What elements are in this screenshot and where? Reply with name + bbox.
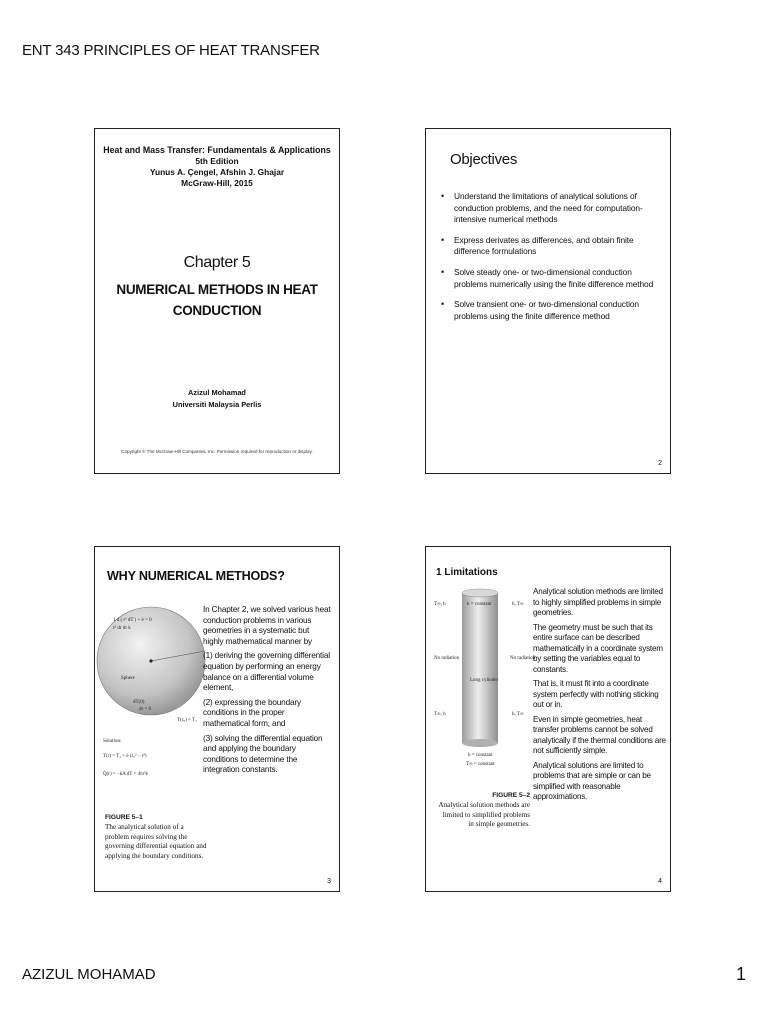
objectives-list (440, 191, 656, 331)
presenter-university: Universiti Malaysia Perlis (172, 400, 262, 409)
body-paragraph: That is, it must fit into a coordinate system perfectly with nothing sticking out or in. (533, 679, 659, 709)
footer-author: AZIZUL MOHAMAD (22, 966, 156, 983)
body-paragraph: The geometry must be such that its entire surface can be described mathematically in a coordinate system by setting the variables equal to constants. (533, 622, 663, 674)
body-paragraph: Analytical solution methods are limited to highly simplified problems in simple geometries. (533, 587, 663, 617)
body-paragraph: Analytical solutions are limited to problems that are simple or can be simplified with reasonable approximations. (533, 760, 651, 801)
copyright-notice: Copyright © The McGraw-Hill Companies, Inc. Permission required for reproduction or display. (121, 449, 313, 454)
chapter-number: Chapter 5 (183, 254, 251, 271)
fig-label-tinf-h-bl: T∞, h (434, 712, 446, 717)
fig-label-no-radiation-left: No radiation (434, 656, 460, 661)
objective-item: • Understand the limitations of analytical solutions of conduction problems, and the need for computation-intensive numerical methods (440, 191, 656, 226)
presenter-name: Azizul Mohamad (188, 388, 246, 397)
body-paragraph: (3) solving the differential equation and applying the boundary conditions to determine the integration constants. (203, 733, 323, 775)
book-info (95, 145, 339, 189)
presenter-info (95, 387, 339, 411)
slide-body (203, 605, 331, 780)
fig-label-long-cylinder: Long cylinder (470, 678, 499, 683)
fig-label-no-radiation-right: No radiation (510, 656, 536, 661)
figure-caption (436, 791, 530, 830)
slide-objectives (425, 128, 671, 474)
objective-item: • Solve steady one- or two-dimensional conduction problems numerically using the finite difference method (440, 267, 656, 290)
body-paragraph: Even in simple geometries, heat transfer problems cannot be solved analytically if the thermal conditions are not sufficiently simple. (533, 714, 666, 755)
slide-limitations (425, 546, 671, 892)
book-edition: 5th Edition (195, 156, 239, 166)
slide-title-text: WHY NUMERICAL METHODS? (107, 569, 285, 583)
body-paragraph: (2) expressing the boundary conditions in the proper mathematical form, and (203, 697, 301, 728)
svg-text:dr = 0: dr = 0 (139, 707, 151, 712)
page-number: 1 (735, 964, 746, 984)
slide-title-text: Objectives (450, 151, 518, 168)
solution-label: Solution: (103, 739, 122, 744)
fig-label-h-const: h = constant (468, 753, 493, 758)
course-header: ENT 343 PRINCIPLES OF HEAT TRANSFER (22, 42, 320, 59)
chapter-title: NUMERICAL METHODS IN HEAT CONDUCTION (116, 282, 318, 318)
book-publisher: McGraw-Hill, 2015 (181, 178, 253, 188)
figure-label: FIGURE 5–1 (105, 814, 143, 821)
objective-item: • Solve transient one- or two-dimensional conduction problems using the finite difference method (440, 299, 656, 322)
slide-why-numerical (94, 546, 340, 892)
svg-text:T(r) = T₁ + ė (r₀² − r²): T(r) = T₁ + ė (r₀² − r²) (103, 754, 147, 759)
slide-title (94, 128, 340, 474)
fig-label-h-tinf-br: h, T∞ (512, 712, 524, 717)
fig-label-k: k = constant (467, 602, 492, 607)
slide-number: 4 (658, 878, 662, 885)
fig-label-h-tinf-tr: h, T∞ (512, 602, 524, 607)
book-authors: Yunus A. Çengel, Afshin J. Ghajar (149, 167, 285, 177)
cylinder-figure (432, 585, 536, 771)
objective-item: • Express derivates as differences, and obtain finite difference formulations (440, 235, 656, 258)
fig-label-tinf-h-tl: T∞, h (434, 602, 446, 607)
fig-label-tinf-const: T∞ = constant (466, 762, 495, 767)
figure-caption-text: Analytical solution methods are limited to simplified problems in simple geometries. (438, 800, 530, 829)
slide-number: 3 (327, 878, 331, 885)
svg-text:Q̇(r) = −kA dT = 4πr³ė: Q̇(r) = −kA dT = 4πr³ė (103, 772, 149, 777)
book-title: Heat and Mass Transfer: Fundamentals & Applications (103, 145, 331, 155)
svg-text:1 d ( r² dT ) + ė = 0: 1 d ( r² dT ) + ė = 0 (113, 618, 152, 623)
svg-text:T(r₀) = T₁: T(r₀) = T₁ (177, 718, 197, 723)
figure-label: FIGURE 5–2 (492, 792, 530, 799)
body-paragraph: (1) deriving the governing differential equation by performing an energy balance on a differential volume element, (203, 651, 330, 693)
slide-body (533, 587, 667, 807)
slide-number: 2 (658, 460, 662, 467)
figure-caption (105, 813, 209, 862)
slide-title-text: 1 Limitations (436, 567, 498, 578)
svg-text:dT(0): dT(0) (133, 700, 145, 705)
sphere-figure (103, 599, 197, 794)
sphere-label: Sphere (121, 676, 135, 681)
svg-text:r² dr dr k: r² dr dr k (113, 626, 131, 631)
figure-caption-text: The analytical solution of a problem requires solving the governing differential equation and applying the boundary conditions. (105, 822, 207, 861)
body-paragraph: In Chapter 2, we solved various heat conduction problems in various geometries in a systematic but highly mathematical manner by (203, 605, 331, 646)
